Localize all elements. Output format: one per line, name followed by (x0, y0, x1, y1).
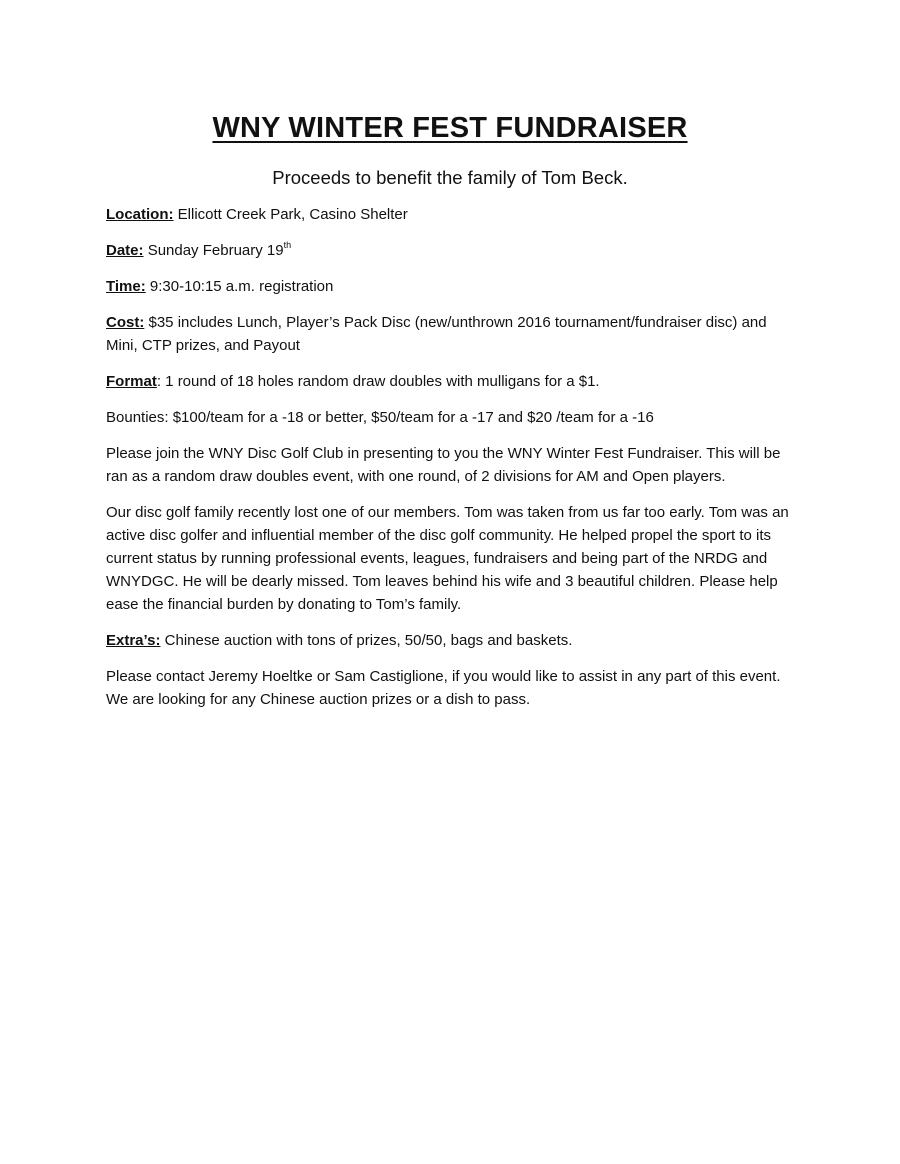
date-ordinal-suffix: th (283, 240, 292, 250)
time-label: Time: (106, 278, 146, 295)
bounties-line: Bounties: $100/team for a -18 or better, $50/team for a -17 and $20 /team for a -16 (106, 409, 654, 426)
memorial-paragraph: Our disc golf family recently lost one of our members. Tom was taken from us far too early. Tom was an active disc golfer and influential member of the disc golf community. He helped propel the sport to its current status by running professional events, leagues, fundraisers and being part of the NRDG and WNYDGC. He will be dearly missed. Tom leaves behind his wife and 3 beautiful children. Please help ease the financial burden by donating to Tom’s family. (106, 504, 789, 613)
cost-value: $35 includes Lunch, Player’s Pack Disc (new/unthrown 2016 tournament/fundraiser disc) and Mini, CTP prizes, and Payout (106, 314, 767, 354)
date-label: Date: (106, 242, 144, 259)
extras-value: Chinese auction with tons of prizes, 50/50, bags and baskets. (164, 632, 573, 649)
extras-label: Extra’s: (106, 632, 161, 649)
format-value: : 1 round of 18 holes random draw doubles with mulligans for a $1. (156, 373, 600, 390)
time-value: 9:30-10:15 a.m. registration (149, 278, 334, 295)
date-value: Sunday February 19 (147, 242, 284, 259)
document-subtitle: Proceeds to benefit the family of Tom Beck. (272, 167, 628, 188)
document-body (106, 203, 796, 724)
contact-paragraph: Please contact Jeremy Hoeltke or Sam Castiglione, if you would like to assist in any part of this event. We are looking for any Chinese auction prizes or a dish to pass. (106, 668, 781, 708)
intro-paragraph: Please join the WNY Disc Golf Club in presenting to you the WNY Winter Fest Fundraiser. This will be ran as a random draw doubles event, with one round, of 2 divisions for AM and Open players. (106, 445, 781, 485)
location-value: Ellicott Creek Park, Casino Shelter (177, 206, 408, 223)
location-line (106, 203, 796, 226)
date-line (106, 239, 796, 262)
location-label: Location: (106, 206, 174, 223)
extras-line (106, 629, 796, 652)
document-title: WNY WINTER FEST FUNDRAISER (212, 112, 688, 144)
time-line (106, 275, 796, 298)
format-label: Format (106, 373, 157, 390)
cost-label: Cost: (106, 314, 145, 331)
cost-line (106, 311, 796, 357)
format-line (106, 370, 796, 393)
